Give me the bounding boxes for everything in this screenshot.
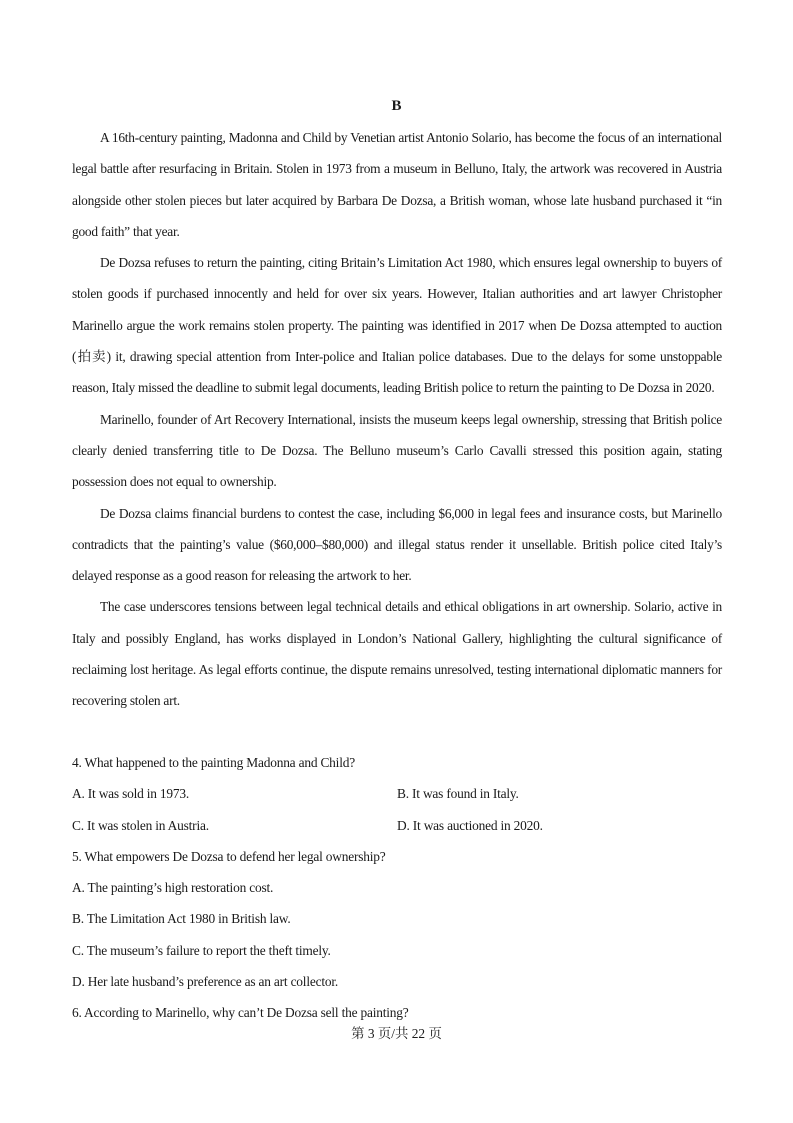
question-5-option-b: B. The Limitation Act 1980 in British law. — [72, 911, 291, 927]
question-4-options-row-2 — [72, 810, 722, 841]
passage-paragraph-2: De Dozsa refuses to return the painting, citing Britain’s Limitation Act 1980, which ensures legal ownership to buyers of stolen goods if purchased innocently and held for over six years. However, Italian authorities and art lawyer Christopher Marinello argue the work remains stolen property. The painting was identified in 2017 when De Dozsa attempted to auction (拍卖) it, drawing special attention from Inter-police and Italian police databases. Due to the delays for some unstoppable reason, Italy missed the deadline to submit legal documents, leading British police to return the painting to De Dozsa in 2020. — [72, 255, 722, 396]
section-title: B — [391, 98, 402, 114]
question-4-option-a: A. It was sold in 1973. — [72, 786, 190, 802]
page-number-footer: 第 3 页/共 22 页 — [351, 1026, 442, 1041]
question-6-stem: 6. According to Marinello, why can’t De Dozsa sell the painting? — [72, 1005, 409, 1021]
question-4-stem: 4. What happened to the painting Madonna and Child? — [72, 755, 355, 770]
question-5-option-d: D. Her late husband’s preference as an art collector. — [72, 974, 339, 990]
question-4-option-d: D. It was auctioned in 2020. — [397, 817, 543, 833]
passage-paragraph-1: A 16th-century painting, Madonna and Child by Venetian artist Antonio Solario, has become the focus of an international legal battle after resurfacing in Britain. Stolen in 1973 from a museum in Belluno, Italy, the artwork was recovered in Austria alongside other stolen pieces but later acquired by Barbara De Dozsa, a British woman, whose late husband purchased it “in good faith” that year. — [72, 130, 722, 239]
passage-paragraph-4: De Dozsa claims financial burdens to contest the case, including $6,000 in legal fees and insurance costs, but Marinello contradicts that the painting’s value ($60,000–$80,000) and illegal status render it unsellable. British police cited Italy’s delayed response as a good reason for releasing the artwork to her. — [72, 505, 722, 584]
question-4-option-b: B. It was found in Italy. — [397, 786, 519, 802]
question-5-option-a: A. The painting’s high restoration cost. — [72, 880, 274, 896]
question-list — [72, 747, 722, 1029]
question-5-option-c: C. The museum’s failure to report the theft timely. — [72, 942, 331, 958]
question-4-options-row-1 — [72, 778, 722, 809]
question-4-option-c: C. It was stolen in Austria. — [72, 817, 209, 833]
question-5-stem: 5. What empowers De Dozsa to defend her legal ownership? — [72, 848, 386, 864]
reading-passage — [72, 122, 722, 717]
passage-paragraph-5: The case underscores tensions between legal technical details and ethical obligations in art ownership. Solario, active in Italy and possibly England, has works displayed in London’s National Gallery, highlighting the cultural significance of reclaiming lost heritage. As legal efforts continue, the dispute remains unresolved, testing international diplomatic manners for recovering stolen art. — [72, 599, 722, 709]
passage-paragraph-3: Marinello, founder of Art Recovery International, insists the museum keeps legal ownership, stressing that British police clearly denied transferring title to De Dozsa. The Belluno museum’s Carlo Cavalli stressed this position again, stating possession does not equal to ownership. — [72, 411, 722, 490]
